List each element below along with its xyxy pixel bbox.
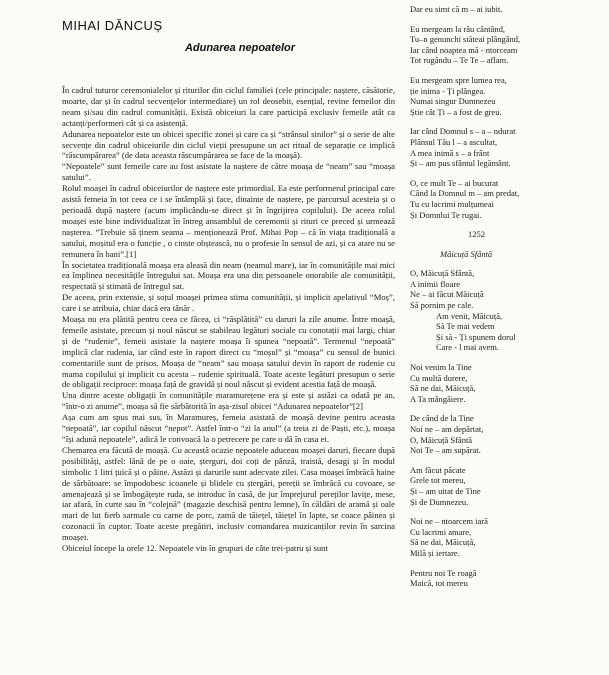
poem-line: Noi Te – am supărat.	[410, 445, 481, 456]
poem-line: Când la Domnul m – am predat,	[410, 188, 520, 199]
poem-line: Maică, tot mereu	[410, 578, 468, 589]
poem-line: Plânsul Tău l – a ascultat,	[410, 136, 498, 147]
poem-line: Noi ne – ntoarcem iară	[410, 516, 488, 527]
body-paragraph: Una dintre aceste obligații în comunitățile maramurețene era și este și astăzi ca odată pe an, “într-o zi anume”, moașa să fie sărbătorită în așa-zisul obicei “Adunarea nepoatelor”[2]	[62, 390, 395, 412]
article-title: Adunarea nepoatelor	[184, 42, 296, 54]
body-paragraph: De aceea, prin extensie, și soțul moașei primea stima comunității, și implicit apelativul “Moș”, care i se atribuia, chiar dacă era tânăr .	[62, 292, 395, 314]
poem-line: Ne – ai făcut Măicuță	[410, 289, 484, 300]
poem-line: Pentru noi Te roagă	[410, 567, 477, 578]
poem-line: O, ce mult Te – ai bucurat	[410, 177, 499, 188]
body-paragraph: “Nepoatele” sunt femeile care au fost asistate la naștere de către moașa de “neam” sau “moașa satului”.	[62, 161, 395, 183]
poem-stanza	[410, 413, 605, 455]
body-paragraph: Chemarea era făcută de moașă. Cu această ocazie nepoatele aduceau moașei daruri, fiecare după posibilități, astfel: lână de pe o oaie, șterguri, doi coți de pânză, traistă, desagi și în modul simbolic 1 litri țuică și o pâine. Astăzi și darurile sunt adecvate zilei. Casa moașei îmbrăcă haine de sărbătoare: se împodobesc icoanele și blidele cu ștergări, pereții se îmbrăcă cu covoare, se amenajează și se îmbogățește ruda, se introduc în casă, de jur împrejurul pereților lavițe, mese, iar afară, în curte sau în “colejnă” (magazie deschisă pentru lemne), în căldări de aramă și oale mari de lut fierb sarmale cu carne de porc, zamă de tăiețel, tăiețel în lapte, se coace pâinea și cozonacii în cuptor. Toate aceste pregătiri, inclusiv comandarea muzicanților revin în sarcina moașei.	[62, 444, 395, 543]
poem-line: Tu–n genunchi stăteai plângând,	[410, 34, 521, 45]
poem-line: Tot rugându – Te Te – aflam.	[410, 55, 509, 66]
poem-line: Tu cu lacrimi mulțumeai	[410, 198, 494, 209]
poem-line: A inimii floare	[410, 278, 461, 289]
poem-line: Noi venim la Tine	[410, 362, 472, 373]
poem-line: Și – am uitat de Tine	[410, 485, 481, 496]
poem-line: Iar când noaptea mă - ntorceam	[410, 44, 518, 55]
body-paragraph: În cadrul tuturor ceremonialelor și riturilor din ciclul familiei (cele principale: naștere, căsătorie, moarte, dar și în cadrul secvențelor intermediare) un rol deosebit, esențial, revine femeilor din neam și/sau din cadrul comunității. Există obiceiuri la care participă exclusiv femeile atât ca actanți/performeri cât și ca asistență.	[62, 85, 395, 128]
poem-line: Știe cât Ți – a fost de greu.	[410, 106, 502, 117]
poem-line: Cu lacrimi amare,	[410, 526, 472, 537]
poem-line: A mea inimă s – a frânt	[410, 147, 490, 158]
body-paragraph: Adunarea nepoatelor este un obicei specific zonei și care ca și “strânsul sinilor” și o serie de alte secvențe din cadrul obiceiurile din ciclul vieții presupune un act ritual de separație ce implică “răscumpărarea” (de data aceasta răscumpărarea se face de la moașă).	[62, 128, 395, 161]
song-column	[410, 4, 605, 598]
body-paragraph: În societatea tradițională moașa era aleasă din neam (neamul mare), iar în comunitățile mai mici ea împlinea necesitățile întregului sat. Moașa era una din persoanele onorabile ale comunității, respectată și stimată de întregul sat.	[62, 259, 395, 292]
poem-line: Am venit, Măicuță,	[436, 310, 503, 321]
poem-line: Numai singur Dumnezeu	[410, 96, 496, 107]
body-paragraph: Moașa nu era plătită pentru ceea ce făcea, ci “răsplătită” cu daruri la zile anume. Între moașă, femeile asistate, precum și noul născut se stabileau legături sociale cu conotații mai largi, chiar și de “rudenie”, femeii asistate la naștere moașa îi spunea “nepoată”. Termenul “nepoată” implică clar rudenia, iar când este în raport direct cu “moșul” și “moașa” cu sensul de bunici comentariile sunt de prisos. Moașa de “neam” sau moașa satului devin în raport de rudenie cu mama copilului și implicit cu acesta – rudenie spirituală. Toate aceste legături presupun o serie de obligații reciproce: moașa față de gravidă și noul născut și evident acestia față de moașă.	[62, 314, 395, 390]
poem-line: Să Te mai vedem	[436, 321, 495, 332]
poem-stanza	[410, 362, 605, 404]
body-paragraph: Așa cum am spus mai sus, în Maramureș, femeia asistată de moașă devine pentru aceasta “nepoată”, iar copilul născut “nepot”. Astfel într-o “zi la anul” (a treia zi de Paști, etc.), moașa “își adună nepoatele”, adică le convoacă la o petrecere pe care o dă în casa ei.	[62, 412, 395, 444]
poem-line: Și de Dumnezeu.	[410, 496, 469, 507]
poem-stanza	[410, 516, 605, 558]
stanzas-group-b	[410, 268, 605, 588]
poem-line: ție inima - Ți plângea.	[410, 85, 486, 96]
poem-line: Care - l mai avem.	[436, 342, 500, 353]
stanzas-group-a	[410, 24, 605, 221]
poem-line: Milă și iertare.	[410, 547, 460, 558]
poem-line: Să ne dai, Măicuță,	[410, 383, 476, 394]
article-body	[62, 85, 395, 554]
poem-line: Eu mergeam la râu cântând,	[410, 23, 505, 34]
song-title: Măicuță Sfântă	[440, 248, 493, 259]
poem-line: Am făcut păcate	[410, 464, 466, 475]
poem-stanza	[410, 178, 605, 220]
song-number: 1252	[468, 229, 485, 240]
poem-line: O, Măicuță Sfântă	[410, 434, 473, 445]
top-line-stanza	[410, 4, 605, 15]
poem-line: Iar când Domnul s – a – ndurat	[410, 126, 516, 137]
body-paragraph: Obiceiul începe la orele 12. Nepoatele vin în grupuri de câte trei-patru și sunt	[62, 543, 328, 554]
poem-line: Și Domnlui Te rugai.	[410, 209, 482, 220]
poem-line: Noi ne – am depărtat,	[410, 424, 484, 434]
poem-line: Cu multă durere,	[410, 372, 468, 383]
poem-line: Să ne dai, Măicuță,	[410, 537, 476, 548]
poem-line: Și să - Ți spunem dorul	[436, 331, 516, 342]
poem-line: O, Măicuță Sfântă,	[410, 268, 475, 279]
body-paragraph: Rolul moașei în cadrul obiceiurilor de naștere este primordial. Ea este performerul principal care asistă femeia în tot ceea ce i se întâmplă și face, dinainte de naștere, pe parcursul acesteia și o perioadă după naștere (acum implicându-se direct și în îngrijirea copilului). De aceea rolul moașei este bine individualizat în întreg ansamblul de ceremonii și rituri ce preced și urmează nașterea. “Trebuie să ținem seama – menționează Prof. Mihai Pop – că în viața tradițională a satului, moșitul era o funcție , o cinste obștească, nu o profesie în sensul de azi, și ca atare nu se remunera în bani”.[1]	[62, 183, 395, 259]
poem-line: Eu mergeam spre lumea rea,	[410, 74, 507, 85]
poem-line: Și – am pus sfântul legământ.	[410, 158, 511, 169]
poem-stanza	[410, 24, 605, 66]
poem-stanza	[410, 268, 605, 353]
poem-stanza	[410, 465, 605, 507]
poem-stanza	[410, 126, 605, 168]
poem-stanza	[410, 75, 605, 117]
poem-line: Grele tot mereu,	[410, 475, 466, 486]
author-name: MIHAI DĂNCUȘ	[62, 18, 163, 33]
poem-line: A Ta mângâiere.	[410, 393, 466, 404]
poem-line: Să pornim pe cale.	[410, 300, 474, 311]
poem-line: Dar eu simt că m – ai iubit.	[410, 4, 503, 14]
poem-stanza	[410, 568, 605, 589]
poem-line: De când de la Tine	[410, 413, 474, 424]
